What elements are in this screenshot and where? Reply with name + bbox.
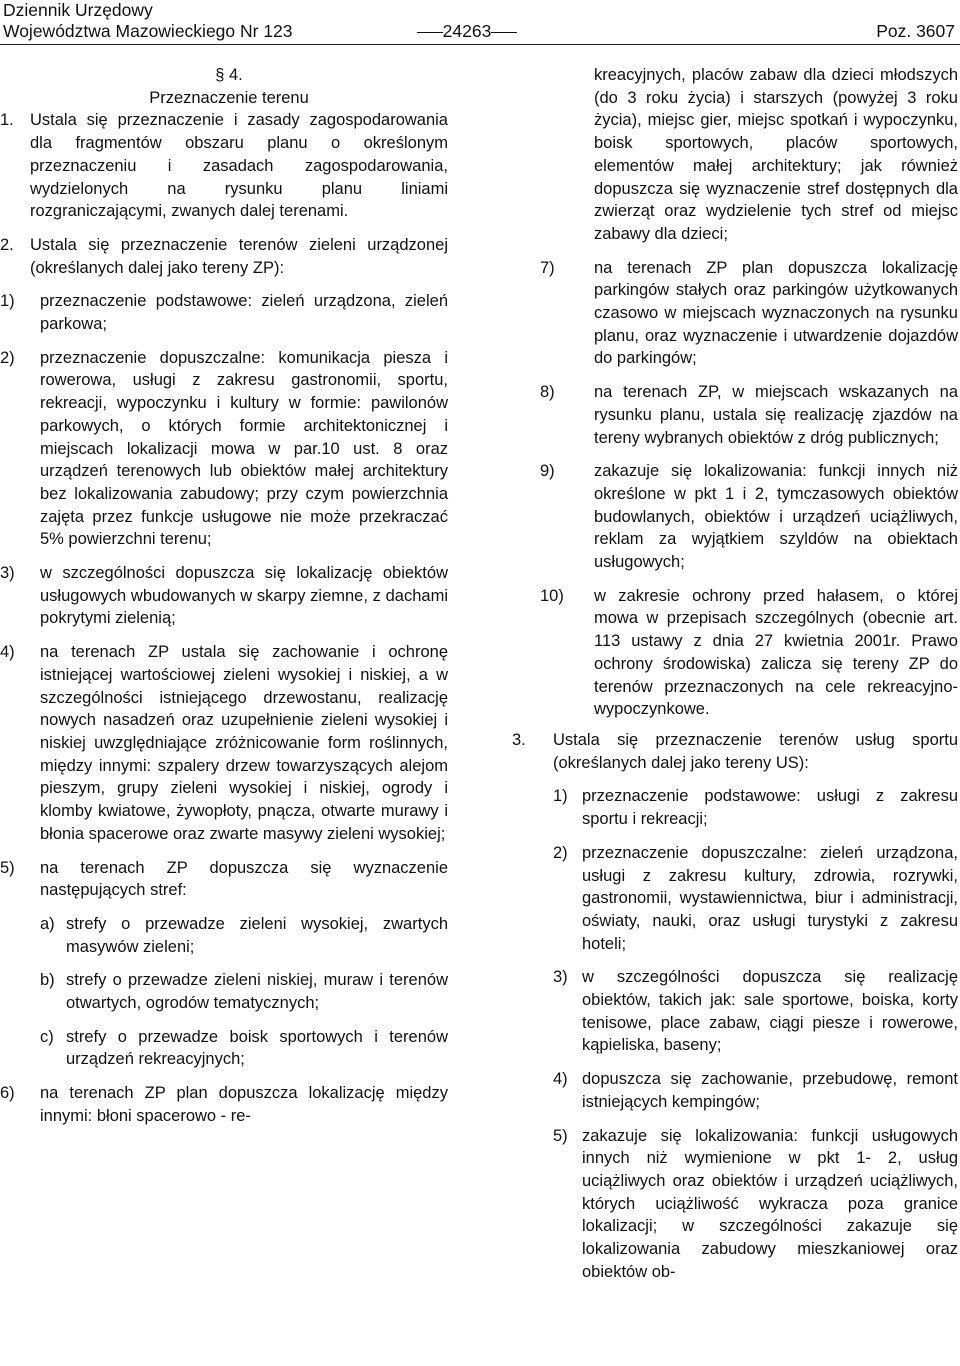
item-number: 4)	[0, 643, 15, 662]
item-number: 3)	[553, 968, 568, 987]
item-number: 5)	[0, 858, 15, 877]
left-column	[0, 64, 448, 1128]
item-text: w szczególności dopuszcza się lokalizację obiektów usługowych wbudowanych w skarpy ziemne, z dachami pokrytymi zielenią;	[40, 564, 448, 628]
paragraph-text: Ustala się przeznaczenie terenów zieleni urządzonej (określanych dalej jako tereny ZP):	[30, 235, 448, 277]
header-rule	[0, 44, 960, 45]
list-item	[512, 1068, 958, 1113]
paragraph-number: 3.	[512, 730, 526, 749]
list-item	[0, 562, 448, 630]
item-text: na terenach ZP plan dopuszcza lokalizację parkingów stałych oraz parkingów użytkowanych czasowo w miejscach wyznaczonych na rysunku planu, oraz wyznaczenie i utwardzenie dojazdów do parkingów;	[594, 258, 958, 368]
list-item	[0, 857, 448, 902]
item-number: 10)	[540, 586, 564, 605]
item-text: na terenach ZP, w miejscach wskazanych na rysunku planu, ustala się realizację zjazdów na tereny wybranych obiektów z dróg publicznych;	[594, 383, 958, 447]
list-item	[512, 842, 958, 956]
item-text: przeznaczenie podstawowe: usługi z zakresu sportu i rekreacji;	[582, 787, 958, 829]
item-text: przeznaczenie dopuszczalne: zieleń urządzona, usługi z zakresu kultury, zdrowia, rozrywki, gastronomii, wystawiennictwa, biur i administracji, oświaty, nauki, oraz usługi turystyki z zakresu hoteli;	[582, 843, 958, 953]
item-number: 1)	[0, 292, 15, 311]
item-number: 7)	[540, 258, 555, 277]
sub-list-item	[0, 1026, 448, 1071]
paragraph-3	[512, 729, 958, 774]
item-text: zakazuje się lokalizowania: funkcji usługowych innych niż wymienione w pkt 1- 2, usług uciążliwych oraz obiektów i urządzeń uciążliwych, których uciążliwość wykracza poza granice lokalizacji; w szczególności zakazuje się lokalizowania zabudowy mieszkaniowej oraz obiektów ob-	[582, 1126, 958, 1281]
item-text: dopuszcza się zachowanie, przebudowę, remont istniejących kempingów;	[582, 1070, 958, 1111]
paragraph-number: 1.	[0, 111, 14, 130]
list-item	[512, 381, 958, 449]
item-number: 4)	[553, 1070, 568, 1089]
subitem-letter: b)	[40, 971, 55, 990]
subitem-text: strefy o przewadze zieleni wysokiej, zwartych masywów zieleni;	[66, 914, 448, 956]
page-number: 24263	[412, 21, 522, 42]
subitem-text: strefy o przewadze boisk sportowych i terenów urządzeń rekreacyjnych;	[66, 1027, 448, 1069]
paragraph-text: Ustala się przeznaczenie terenów usług sportu (określanych dalej jako tereny US):	[553, 730, 958, 772]
list-item	[0, 347, 448, 551]
paragraph-1	[0, 109, 448, 223]
right-column	[512, 64, 958, 1283]
section-title: Przeznaczenie terenu	[149, 88, 309, 107]
paragraph-2	[0, 234, 448, 279]
item-text: na terenach ZP plan dopuszcza lokalizację między innymi: błoni spacerowo - re-	[40, 1084, 448, 1125]
journal-title: Dziennik Urzędowy	[3, 0, 153, 20]
item-number: 6)	[0, 1084, 15, 1103]
item-number: 2)	[0, 348, 15, 367]
paragraph-number: 2.	[0, 235, 14, 254]
subitem-text: strefy o przewadze zieleni niskiej, muraw i terenów otwartych, ogrodów tematycznych;	[66, 971, 448, 1013]
subitem-letter: c)	[40, 1027, 54, 1046]
list-item	[512, 257, 958, 371]
item-text: przeznaczenie dopuszczalne: komunikacja piesza i rowerowa, usługi z zakresu gastronomii, sportu, rekreacji, wypoczynku i kultury w formie: pawilonów parkowych, o których formie architektonicznej i miejscach lokalizacji mowa w par.10 ust. 8 oraz urządzeń terenowych lub obiektów małej architektury bez lokalizowania zabudowy; przy czym powierzchnia zajęta przez funkcje usługowe nie może przekraczać 5% powierzchni terenu;	[40, 348, 448, 549]
item-number: 1)	[553, 787, 568, 806]
item-number: 5)	[553, 1126, 568, 1145]
position-number: Poz. 3607	[876, 21, 955, 41]
sub-list-item	[0, 913, 448, 958]
journal-issue: Województwa Mazowieckiego Nr 123	[3, 21, 293, 41]
subitem-letter: a)	[40, 914, 55, 933]
item-number: 2)	[553, 843, 568, 862]
paragraph-text: Ustala się przeznaczenie i zasady zagospodarowania dla fragmentów obszaru planu o określonym przeznaczeniu i zasadach zagospodarowania, wydzielonych na rysunku planu liniami rozgraniczającymi, zwanych dalej terenami.	[30, 111, 448, 221]
item-text: zakazuje się lokalizowania: funkcji innych niż określone w pkt 1 i 2, tymczasowych obiektów budowlanych, obiektów i urządzeń uciążliwych, reklam za wyjątkiem szyldów na obiektach usługowych;	[594, 462, 958, 572]
item-number: 3)	[0, 564, 15, 583]
list-item	[0, 290, 448, 335]
item-number: 8)	[540, 383, 555, 402]
item-text: w szczególności dopuszcza się realizację obiektów, takich jak: sale sportowe, boiska, korty tenisowe, place zabaw, ciągi piesze i rowerowe, kąpieliska, baseny;	[582, 968, 958, 1055]
item-number: 9)	[540, 462, 555, 481]
item-text: na terenach ZP ustala się zachowanie i ochronę istniejącej wartościowej zieleni wysokiej i niskiej, a w szczególności istniejącego drzewostanu, realizację nowych nasadzeń oraz uzupełnienie zieleni wysokiej i niskiej uwzględniające zróżnicowanie form roślinnych, między innymi: szpalery drzew towarzyszących alejom pieszym, grupy zieleni wysokiej i niskiej, ogrody i klomby kwiatowe, żywopłoty, pnącza, otwarte murawy i błonia spacerowe oraz zwarte masywy zieleni wysokiej;	[40, 643, 448, 843]
item-text: na terenach ZP dopuszcza się wyznaczenie następujących stref:	[40, 858, 448, 900]
continuation-text: kreacyjnych, placów zabaw dla dzieci młodszych (do 3 roku życia) i starszych (powyżej 3 roku życia), miejsc gier, miejsc spotkań i wypoczynku, boisk sportowych, placów sportowych, elementów małej architektury; jak również dopuszcza się wyznaczenie stref dostępnych dla zwierząt oraz wydzielenie tych stref od miejsc zabawy dla dzieci;	[594, 66, 958, 243]
list-item	[512, 785, 958, 830]
list-item	[0, 641, 448, 845]
list-item	[512, 460, 958, 574]
page-header	[0, 0, 960, 44]
list-item	[512, 1125, 958, 1284]
section-heading: § 4.	[215, 66, 243, 84]
list-item	[0, 1082, 448, 1127]
sub-list-item	[0, 969, 448, 1014]
list-item	[512, 966, 958, 1057]
list-item	[512, 585, 958, 721]
item-text: w zakresie ochrony przed hałasem, o której mowa w przepisach szczególnych (obecnie art. 113 ustawy z dnia 27 kwietnia 2001r. Prawo ochrony środowiska) zalicza się tereny ZP do terenów przeznaczonych na cele rekreacyjno-wypoczynkowe.	[594, 586, 958, 719]
item-text: przeznaczenie podstawowe: zieleń urządzona, zieleń parkowa;	[40, 292, 448, 334]
